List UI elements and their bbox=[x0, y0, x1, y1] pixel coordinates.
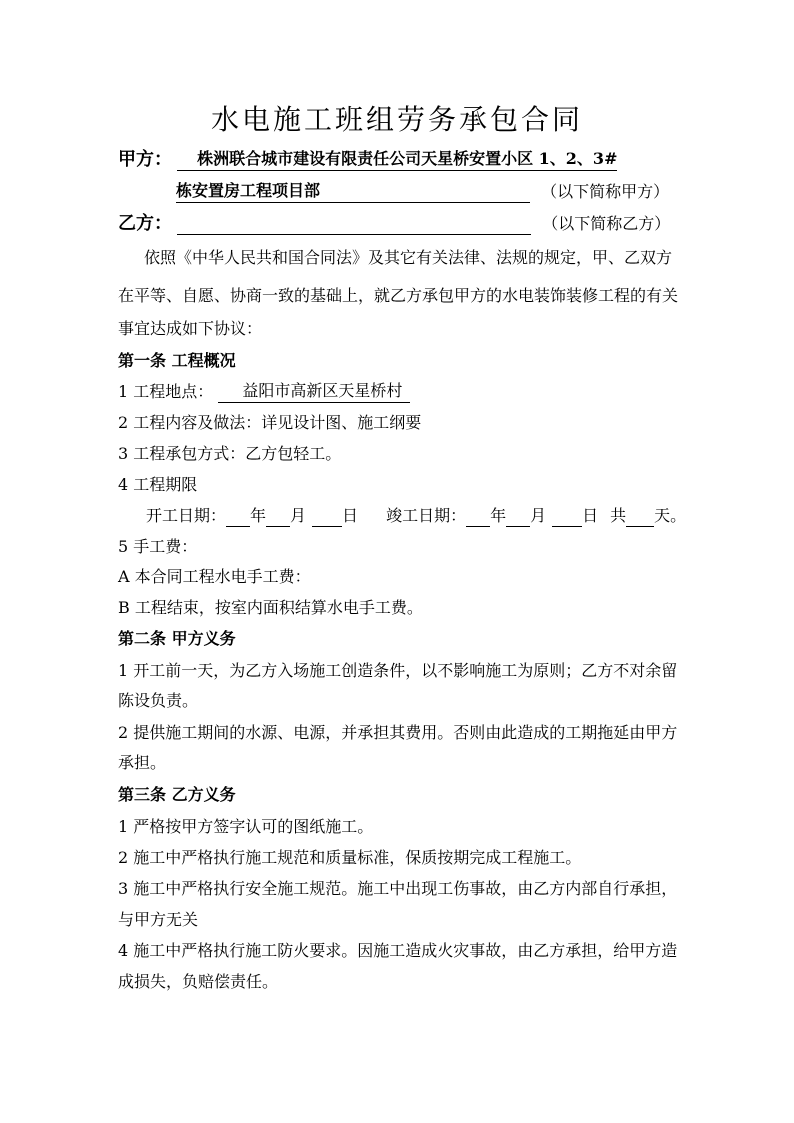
document-title: 水电施工班组劳务承包合同 bbox=[210, 103, 583, 136]
site-value: 益阳市高新区天星桥村 bbox=[218, 380, 410, 403]
mode-line: 3 工程承包方式：乙方包轻工。 bbox=[118, 444, 342, 463]
article-3-line-1: 1 严格按甲方签字认可的图纸施工。 bbox=[118, 817, 374, 836]
article-2-line-1: 1 开工前一天，为乙方入场施工创造条件，以不影响施工为原则；乙方不对余留 bbox=[118, 661, 678, 680]
article-2-line-4: 承担。 bbox=[118, 753, 167, 772]
site-label: 1 工程地点： bbox=[118, 382, 214, 401]
party-a-name-line1: 株洲联合城市建设有限责任公司天星桥安置小区 1、2、3# bbox=[177, 148, 617, 171]
article-3-line-6: 成损失，负赔偿责任。 bbox=[118, 972, 279, 991]
article-3-heading: 第三条 乙方义务 bbox=[118, 785, 236, 804]
party-b-suffix: （以下简称乙方） bbox=[542, 214, 671, 233]
party-b-label: 乙方： bbox=[118, 213, 172, 234]
end-year-blank bbox=[466, 508, 490, 527]
days-unit: 天。 bbox=[654, 506, 687, 525]
party-a-line-2 bbox=[176, 180, 669, 203]
start-day-blank bbox=[312, 508, 342, 527]
start-month-blank bbox=[266, 508, 290, 527]
party-a-suffix: （以下简称甲方） bbox=[541, 182, 670, 201]
content-line: 2 工程内容及做法：详见设计图、施工纲要 bbox=[118, 413, 422, 432]
period-dates-line bbox=[146, 505, 686, 527]
article-3-line-5: 4 施工中严格执行施工防火要求。因施工造成火灾事故，由乙方承担，给甲方造 bbox=[118, 941, 678, 960]
start-year-blank bbox=[226, 508, 250, 527]
article-2-line-3: 2 提供施工期间的水源、电源，并承担其费用。否则由此造成的工期拖延由甲方 bbox=[118, 723, 678, 742]
site-line bbox=[118, 380, 410, 403]
start-day-unit: 日 bbox=[342, 506, 359, 525]
intro-line-1: 依照《中华人民共和国合同法》及其它有关法律、法规的规定，甲、乙双方 bbox=[144, 248, 673, 267]
article-2-heading: 第二条 甲方义务 bbox=[118, 629, 236, 648]
party-b-line bbox=[118, 213, 670, 235]
fee-heading: 5 手工费： bbox=[118, 537, 198, 556]
party-a-line-1 bbox=[118, 148, 617, 171]
end-month-blank bbox=[506, 508, 530, 527]
intro-line-2: 在平等、自愿、协商一致的基础上，就乙方承包甲方的水电装饰装修工程的有关 bbox=[118, 286, 679, 305]
end-day-blank bbox=[552, 508, 582, 527]
fee-a-line: A 本合同工程水电手工费： bbox=[118, 567, 311, 586]
article-3-line-2: 2 施工中严格执行施工规范和质量标准，保质按期完成工程施工。 bbox=[118, 848, 582, 867]
party-a-name-line2: 栋安置房工程项目部 bbox=[176, 180, 530, 203]
period-heading: 4 工程期限 bbox=[118, 475, 198, 494]
start-month-unit: 月 bbox=[290, 506, 307, 525]
end-month-unit: 月 bbox=[530, 506, 547, 525]
end-year-unit: 年 bbox=[490, 506, 507, 525]
article-1-heading: 第一条 工程概况 bbox=[118, 351, 236, 370]
fee-b-line: B 工程结束，按室内面积结算水电手工费。 bbox=[118, 598, 423, 617]
intro-line-3: 事宜达成如下协议： bbox=[118, 319, 263, 338]
start-label: 开工日期： bbox=[146, 506, 227, 525]
total-days-blank bbox=[626, 508, 654, 527]
article-3-line-4: 与甲方无关 bbox=[118, 910, 199, 929]
party-a-label: 甲方： bbox=[118, 149, 172, 170]
article-2-line-2: 陈设负责。 bbox=[118, 691, 199, 710]
total-label: 共 bbox=[610, 506, 627, 525]
end-day-unit: 日 bbox=[582, 506, 599, 525]
end-label: 竣工日期： bbox=[386, 506, 467, 525]
article-3-line-3: 3 施工中严格执行安全施工规范。施工中出现工伤事故，由乙方内部自行承担， bbox=[118, 879, 678, 898]
party-b-name-blank bbox=[177, 216, 531, 235]
start-year-unit: 年 bbox=[250, 506, 267, 525]
